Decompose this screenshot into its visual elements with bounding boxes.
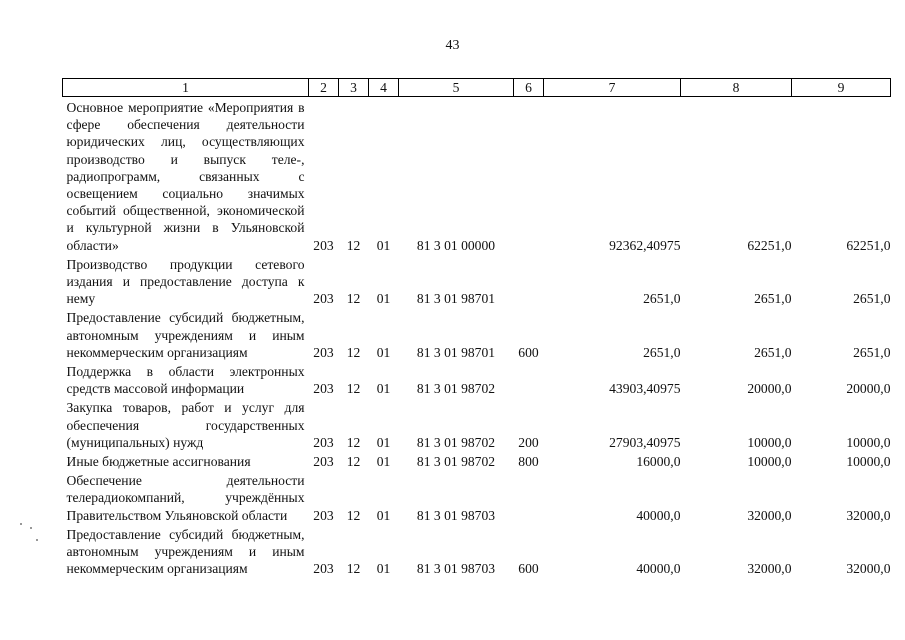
cell-section: 12 <box>346 434 361 450</box>
cell-section: 12 <box>346 344 361 360</box>
cell-section: 12 <box>346 507 361 523</box>
cell-amount-8: 62251,0 <box>747 237 792 253</box>
table-row <box>63 397 891 451</box>
header-cell-3: 3 <box>339 79 369 97</box>
header-cell-9: 9 <box>792 79 891 97</box>
table-row <box>63 524 891 578</box>
cell-amount-8: 20000,0 <box>747 381 792 397</box>
cell-expense-type: 600 <box>518 561 539 577</box>
cell-subsection: 01 <box>376 291 391 307</box>
cell-expense-type <box>514 254 544 308</box>
table-row <box>63 97 891 254</box>
cell-amount-7: 2651,0 <box>643 291 681 307</box>
cell-amount-9: 2651,0 <box>853 344 891 360</box>
cell-subsection: 01 <box>376 237 391 253</box>
row-name: Поддержка в области электронных средств массовой информации <box>66 364 305 397</box>
table-row <box>63 451 891 470</box>
cell-chapter: 203 <box>313 344 334 360</box>
cell-chapter: 203 <box>313 507 334 523</box>
cell-target-article: 81 3 01 98701 <box>416 344 496 360</box>
header-cell-6: 6 <box>514 79 544 97</box>
header-cell-1: 1 <box>63 79 309 97</box>
cell-subsection: 01 <box>376 434 391 450</box>
cell-amount-8: 2651,0 <box>754 291 792 307</box>
cell-chapter: 203 <box>313 454 334 470</box>
cell-amount-8: 32000,0 <box>747 507 792 523</box>
budget-table <box>62 78 891 577</box>
cell-expense-type: 600 <box>518 344 539 360</box>
header-cell-4: 4 <box>369 79 399 97</box>
cell-subsection: 01 <box>376 344 391 360</box>
row-name: Иные бюджетные ассигнования <box>66 454 251 470</box>
cell-amount-9: 62251,0 <box>846 237 891 253</box>
table-row <box>63 470 891 524</box>
row-name: Предоставление субсидий бюджетным, автономным учреждениям и иным некоммерческим организациям <box>66 526 305 577</box>
cell-amount-7: 92362,40975 <box>609 237 681 253</box>
cell-amount-8: 2651,0 <box>754 344 792 360</box>
cell-subsection: 01 <box>376 454 391 470</box>
cell-expense-type <box>514 470 544 524</box>
cell-target-article: 81 3 01 00000 <box>416 237 496 253</box>
cell-section: 12 <box>346 237 361 253</box>
cell-chapter: 203 <box>313 291 334 307</box>
cell-target-article: 81 3 01 98703 <box>416 561 496 577</box>
cell-section: 12 <box>346 381 361 397</box>
cell-amount-9: 20000,0 <box>846 381 891 397</box>
cell-subsection: 01 <box>376 507 391 523</box>
header-row <box>63 79 891 97</box>
table-row <box>63 307 891 361</box>
cell-amount-8: 10000,0 <box>747 454 792 470</box>
cell-amount-9: 2651,0 <box>853 291 891 307</box>
page-number: 43 <box>445 38 460 53</box>
cell-amount-8: 32000,0 <box>747 561 792 577</box>
row-name: Основное мероприятие «Мероприятия в сфере обеспечения деятельности юридических лиц, осуществляющих производство и выпуск теле-, радиопрограмм, связанных с освещением социально значимых событий общественной, экономической и культурной жизни в Ульяновской области» <box>66 100 305 253</box>
cell-target-article: 81 3 01 98703 <box>416 507 496 523</box>
scan-speck <box>20 523 22 525</box>
scan-speck <box>36 539 38 541</box>
table-row <box>63 254 891 308</box>
cell-amount-7: 43903,40975 <box>609 381 681 397</box>
cell-target-article: 81 3 01 98701 <box>416 291 496 307</box>
cell-amount-9: 10000,0 <box>846 434 891 450</box>
cell-chapter: 203 <box>313 561 334 577</box>
cell-chapter: 203 <box>313 237 334 253</box>
row-name: Предоставление субсидий бюджетным, автономным учреждениям и иным некоммерческим организациям <box>66 310 305 360</box>
cell-section: 12 <box>346 454 361 470</box>
cell-expense-type: 800 <box>518 454 539 470</box>
header-cell-5: 5 <box>399 79 514 97</box>
header-cell-7: 7 <box>544 79 681 97</box>
cell-amount-8: 10000,0 <box>747 434 792 450</box>
cell-expense-type: 200 <box>518 434 539 450</box>
cell-amount-9: 10000,0 <box>846 454 891 470</box>
row-name: Производство продукции сетевого издания и предоставление доступа к нему <box>66 256 305 307</box>
scan-speck <box>30 527 32 529</box>
cell-amount-7: 40000,0 <box>636 507 681 523</box>
cell-amount-9: 32000,0 <box>846 507 891 523</box>
row-name: Обеспечение деятельности телерадиокомпаний, учреждённых Правительством Ульяновской области <box>66 473 305 523</box>
header-cell-8: 8 <box>681 79 792 97</box>
table-row <box>63 361 891 397</box>
cell-amount-7: 2651,0 <box>643 344 681 360</box>
cell-amount-7: 16000,0 <box>636 454 681 470</box>
cell-expense-type <box>514 97 544 254</box>
cell-section: 12 <box>346 291 361 307</box>
row-name: Закупка товаров, работ и услуг для обеспечения государственных (муниципальных) нужд <box>66 400 305 450</box>
cell-target-article: 81 3 01 98702 <box>416 381 496 397</box>
cell-chapter: 203 <box>313 381 334 397</box>
cell-amount-9: 32000,0 <box>846 561 891 577</box>
cell-chapter: 203 <box>313 434 334 450</box>
cell-target-article: 81 3 01 98702 <box>416 434 496 450</box>
cell-section: 12 <box>346 561 361 577</box>
cell-expense-type <box>514 361 544 397</box>
cell-amount-7: 27903,40975 <box>609 434 681 450</box>
cell-target-article: 81 3 01 98702 <box>416 454 496 470</box>
cell-amount-7: 40000,0 <box>636 561 681 577</box>
cell-subsection: 01 <box>376 381 391 397</box>
header-cell-2: 2 <box>309 79 339 97</box>
cell-subsection: 01 <box>376 561 391 577</box>
